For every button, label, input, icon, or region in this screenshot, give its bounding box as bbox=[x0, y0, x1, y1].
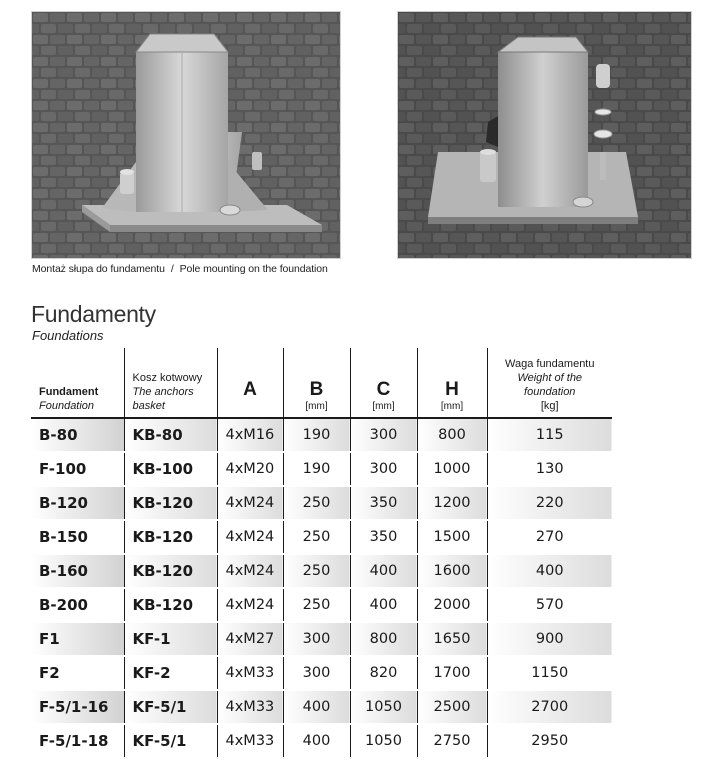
cell-b: 250 bbox=[283, 486, 350, 520]
cell-c: 1050 bbox=[350, 690, 417, 724]
cell-c: 300 bbox=[350, 418, 417, 452]
cell-h: 1200 bbox=[417, 486, 487, 520]
cell-foundation: F-5/1-16 bbox=[31, 690, 124, 724]
cell-c: 820 bbox=[350, 656, 417, 690]
cell-weight: 270 bbox=[487, 520, 612, 554]
cell-weight: 900 bbox=[487, 622, 612, 656]
table-row bbox=[31, 656, 612, 690]
header-h-unit: [mm] bbox=[440, 401, 464, 412]
table-row bbox=[31, 554, 612, 588]
cell-c: 350 bbox=[350, 520, 417, 554]
header-foundation bbox=[31, 348, 124, 418]
header-c-unit: [mm] bbox=[372, 401, 395, 412]
cell-b: 300 bbox=[283, 622, 350, 656]
cell-h: 2000 bbox=[417, 588, 487, 622]
cell-h: 2500 bbox=[417, 690, 487, 724]
cell-foundation: F1 bbox=[31, 622, 124, 656]
header-weight-unit: [kg] bbox=[540, 400, 559, 412]
cell-foundation: B-150 bbox=[31, 520, 124, 554]
cell-basket: KB-120 bbox=[124, 520, 217, 554]
cell-weight: 115 bbox=[487, 418, 612, 452]
cell-basket: KF-1 bbox=[124, 622, 217, 656]
pole-mounted-on-foundation-photo bbox=[31, 11, 341, 259]
header-basket-en-1: The anchors bbox=[132, 386, 194, 398]
cell-basket: KB-120 bbox=[124, 554, 217, 588]
cell-c: 350 bbox=[350, 486, 417, 520]
cell-basket: KF-5/1 bbox=[124, 724, 217, 758]
header-a bbox=[217, 348, 283, 418]
cell-basket: KB-120 bbox=[124, 588, 217, 622]
cell-foundation: B-160 bbox=[31, 554, 124, 588]
cell-h: 1500 bbox=[417, 520, 487, 554]
cell-c: 400 bbox=[350, 588, 417, 622]
table-row bbox=[31, 486, 612, 520]
cell-b: 250 bbox=[283, 588, 350, 622]
cell-foundation: B-80 bbox=[31, 418, 124, 452]
cell-h: 1600 bbox=[417, 554, 487, 588]
cell-h: 1000 bbox=[417, 452, 487, 486]
cell-c: 800 bbox=[350, 622, 417, 656]
header-h bbox=[417, 348, 487, 418]
cell-a: 4xM24 bbox=[217, 554, 283, 588]
header-basket-pl: Kosz kotwowy bbox=[132, 372, 203, 384]
header-h-label: H bbox=[445, 379, 459, 400]
cell-c: 1050 bbox=[350, 724, 417, 758]
cell-b: 190 bbox=[283, 452, 350, 486]
cell-b: 400 bbox=[283, 724, 350, 758]
cell-basket: KB-100 bbox=[124, 452, 217, 486]
header-b bbox=[283, 348, 350, 418]
cell-weight: 2950 bbox=[487, 724, 612, 758]
header-b-unit: [mm] bbox=[305, 401, 328, 412]
cell-a: 4xM27 bbox=[217, 622, 283, 656]
cell-a: 4xM33 bbox=[217, 724, 283, 758]
cell-basket: KB-120 bbox=[124, 486, 217, 520]
cell-basket: KF-5/1 bbox=[124, 690, 217, 724]
cell-a: 4xM24 bbox=[217, 486, 283, 520]
cell-c: 300 bbox=[350, 452, 417, 486]
cell-weight: 570 bbox=[487, 588, 612, 622]
header-c bbox=[350, 348, 417, 418]
caption-pl: Montaż słupa do fundamentu bbox=[32, 263, 165, 275]
cell-a: 4xM20 bbox=[217, 452, 283, 486]
table-row bbox=[31, 690, 612, 724]
header-foundation-pl: Fundament bbox=[39, 386, 99, 398]
table-row bbox=[31, 588, 612, 622]
cell-a: 4xM24 bbox=[217, 520, 283, 554]
cell-weight: 400 bbox=[487, 554, 612, 588]
header-basket bbox=[124, 348, 217, 418]
cell-b: 190 bbox=[283, 418, 350, 452]
cell-a: 4xM33 bbox=[217, 690, 283, 724]
cell-foundation: B-120 bbox=[31, 486, 124, 520]
caption-separator: / bbox=[170, 263, 174, 275]
caption-en: Pole mounting on the foundation bbox=[179, 263, 328, 275]
cell-h: 1700 bbox=[417, 656, 487, 690]
header-weight-en-2: foundation bbox=[524, 386, 576, 398]
table-row bbox=[31, 418, 612, 452]
cell-a: 4xM16 bbox=[217, 418, 283, 452]
section-subtitle: Foundations bbox=[32, 328, 104, 343]
header-foundation-en: Foundation bbox=[39, 400, 95, 412]
cell-weight: 130 bbox=[487, 452, 612, 486]
cell-foundation: F2 bbox=[31, 656, 124, 690]
header-c-label: C bbox=[376, 379, 391, 400]
pole-mounting-hardware-photo bbox=[397, 11, 692, 259]
cell-weight: 2700 bbox=[487, 690, 612, 724]
cell-b: 250 bbox=[283, 520, 350, 554]
cell-b: 400 bbox=[283, 690, 350, 724]
header-weight-en-1: Weight of the bbox=[517, 372, 583, 384]
cell-weight: 1150 bbox=[487, 656, 612, 690]
cell-h: 800 bbox=[417, 418, 487, 452]
cell-basket: KF-2 bbox=[124, 656, 217, 690]
table-row bbox=[31, 452, 612, 486]
header-b-label: B bbox=[309, 379, 324, 400]
cell-h: 1650 bbox=[417, 622, 487, 656]
header-a-label: A bbox=[243, 379, 257, 400]
cell-c: 400 bbox=[350, 554, 417, 588]
header-weight bbox=[487, 348, 612, 418]
foundations-table bbox=[31, 348, 612, 759]
photo-caption bbox=[32, 263, 328, 275]
cell-basket: KB-80 bbox=[124, 418, 217, 452]
cell-b: 250 bbox=[283, 554, 350, 588]
cell-foundation: B-200 bbox=[31, 588, 124, 622]
header-basket-en-2: basket bbox=[132, 400, 165, 412]
cell-foundation: F-100 bbox=[31, 452, 124, 486]
cell-foundation: F-5/1-18 bbox=[31, 724, 124, 758]
cell-weight: 220 bbox=[487, 486, 612, 520]
table-row bbox=[31, 724, 612, 758]
section-title: Fundamenty bbox=[31, 301, 156, 327]
header-weight-pl: Waga fundamentu bbox=[505, 358, 595, 370]
table-header-row bbox=[31, 348, 612, 418]
table-row bbox=[31, 622, 612, 656]
cell-b: 300 bbox=[283, 656, 350, 690]
cell-h: 2750 bbox=[417, 724, 487, 758]
cell-a: 4xM33 bbox=[217, 656, 283, 690]
table-row bbox=[31, 520, 612, 554]
cell-a: 4xM24 bbox=[217, 588, 283, 622]
